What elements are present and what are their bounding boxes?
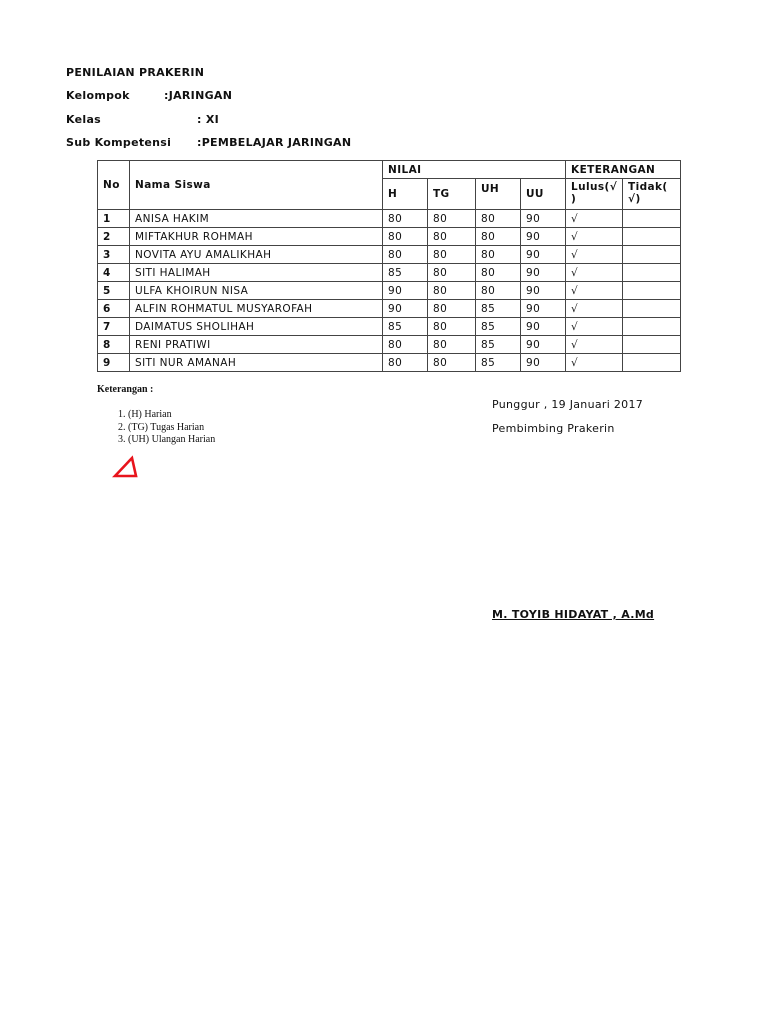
cell-no: 4 (98, 264, 130, 282)
sub-kompetensi-value: :PEMBELAJAR JARINGAN (197, 136, 352, 149)
col-lulus-header: Lulus(√ ) (566, 179, 623, 210)
kelompok-label: Kelompok (66, 89, 130, 102)
cell-tidak (623, 354, 681, 372)
cell-lulus: √ (566, 300, 623, 318)
kelas-label: Kelas (66, 113, 102, 126)
cell-tidak (623, 264, 681, 282)
cell-nama: ALFIN ROHMATUL MUSYAROFAH (130, 300, 383, 318)
cell-h: 80 (383, 228, 428, 246)
col-h-header: H (383, 179, 428, 210)
cell-lulus: √ (566, 318, 623, 336)
cell-uu: 90 (521, 264, 566, 282)
cell-tg: 80 (428, 354, 476, 372)
cell-tg: 80 (428, 210, 476, 228)
cell-lulus: √ (566, 354, 623, 372)
table-row (98, 264, 681, 282)
kelas-row (66, 113, 219, 126)
cell-nama: DAIMATUS SHOLIHAH (130, 318, 383, 336)
cell-uu: 90 (521, 210, 566, 228)
cell-nama: MIFTAKHUR ROHMAH (130, 228, 383, 246)
cell-h: 80 (383, 354, 428, 372)
table-row (98, 300, 681, 318)
kelompok-value: :JARINGAN (164, 89, 233, 102)
cell-tidak (623, 300, 681, 318)
document-title (66, 66, 204, 79)
col-keterangan-header: KETERANGAN (566, 161, 681, 179)
cell-tg: 80 (428, 228, 476, 246)
table-row (98, 246, 681, 264)
cell-nama: ULFA KHOIRUN NISA (130, 282, 383, 300)
cell-tg: 80 (428, 264, 476, 282)
col-tidak-header: Tidak( √) (623, 179, 681, 210)
table-row (98, 228, 681, 246)
keterangan-list (97, 409, 215, 447)
cell-tg: 80 (428, 282, 476, 300)
kelas-value: : XI (197, 113, 220, 126)
red-triangle-mark-icon (112, 452, 142, 480)
sub-kompetensi-row (66, 136, 351, 149)
signature-place-date: Punggur , 19 Januari 2017 (492, 398, 644, 411)
grades-table (97, 160, 681, 372)
cell-uh: 80 (476, 282, 521, 300)
cell-no: 6 (98, 300, 130, 318)
kelompok-row (66, 89, 232, 102)
cell-tidak (623, 336, 681, 354)
signature-role: Pembimbing Prakerin (492, 422, 615, 435)
cell-uu: 90 (521, 282, 566, 300)
col-tg-header: TG (428, 179, 476, 210)
cell-uu: 90 (521, 336, 566, 354)
table-row (98, 354, 681, 372)
cell-uh: 80 (476, 246, 521, 264)
cell-h: 90 (383, 282, 428, 300)
table-row (98, 282, 681, 300)
cell-tg: 80 (428, 300, 476, 318)
header-row (98, 161, 681, 179)
cell-no: 8 (98, 336, 130, 354)
cell-h: 80 (383, 210, 428, 228)
cell-no: 3 (98, 246, 130, 264)
cell-uh: 85 (476, 354, 521, 372)
list-item: 1. (H) Harian (128, 409, 215, 422)
cell-tg: 80 (428, 318, 476, 336)
cell-nama: ANISA HAKIM (130, 210, 383, 228)
col-uu-header: UU (521, 179, 566, 210)
cell-lulus: √ (566, 210, 623, 228)
cell-nama: SITI HALIMAH (130, 264, 383, 282)
table-row (98, 318, 681, 336)
cell-lulus: √ (566, 228, 623, 246)
cell-no: 2 (98, 228, 130, 246)
col-nilai-header: NILAI (383, 161, 566, 179)
cell-h: 80 (383, 336, 428, 354)
cell-uu: 90 (521, 228, 566, 246)
cell-lulus: √ (566, 336, 623, 354)
signature-name: M. TOYIB HIDAYAT , A.Md (492, 608, 655, 621)
cell-tidak (623, 210, 681, 228)
cell-h: 85 (383, 264, 428, 282)
cell-no: 1 (98, 210, 130, 228)
cell-h: 85 (383, 318, 428, 336)
cell-uh: 80 (476, 228, 521, 246)
table-row (98, 210, 681, 228)
cell-uh: 85 (476, 336, 521, 354)
cell-tidak (623, 282, 681, 300)
cell-nama: SITI NUR AMANAH (130, 354, 383, 372)
table-row (98, 336, 681, 354)
cell-lulus: √ (566, 246, 623, 264)
sub-kompetensi-label: Sub Kompetensi (66, 136, 172, 149)
cell-tidak (623, 318, 681, 336)
cell-lulus: √ (566, 282, 623, 300)
cell-no: 5 (98, 282, 130, 300)
cell-tidak (623, 246, 681, 264)
keterangan-notes (97, 384, 215, 447)
cell-uu: 90 (521, 318, 566, 336)
cell-uu: 90 (521, 246, 566, 264)
keterangan-title: Keterangan : (97, 384, 154, 395)
cell-h: 90 (383, 300, 428, 318)
cell-no: 7 (98, 318, 130, 336)
cell-nama: RENI PRATIWI (130, 336, 383, 354)
cell-uh: 80 (476, 210, 521, 228)
list-item: 2. (TG) Tugas Harian (128, 422, 215, 435)
cell-no: 9 (98, 354, 130, 372)
cell-tg: 80 (428, 246, 476, 264)
cell-tg: 80 (428, 336, 476, 354)
cell-uh: 80 (476, 264, 521, 282)
cell-uu: 90 (521, 300, 566, 318)
cell-h: 80 (383, 246, 428, 264)
cell-uu: 90 (521, 354, 566, 372)
list-item: 3. (UH) Ulangan Harian (128, 434, 215, 447)
cell-nama: NOVITA AYU AMALIKHAH (130, 246, 383, 264)
cell-uh: 85 (476, 318, 521, 336)
col-no-header: No (98, 161, 130, 210)
title-text: PENILAIAN PRAKERIN (66, 66, 205, 79)
col-nama-header: Nama Siswa (130, 161, 383, 210)
cell-uh: 85 (476, 300, 521, 318)
cell-lulus: √ (566, 264, 623, 282)
col-uh-header: UH (476, 179, 521, 210)
cell-tidak (623, 228, 681, 246)
